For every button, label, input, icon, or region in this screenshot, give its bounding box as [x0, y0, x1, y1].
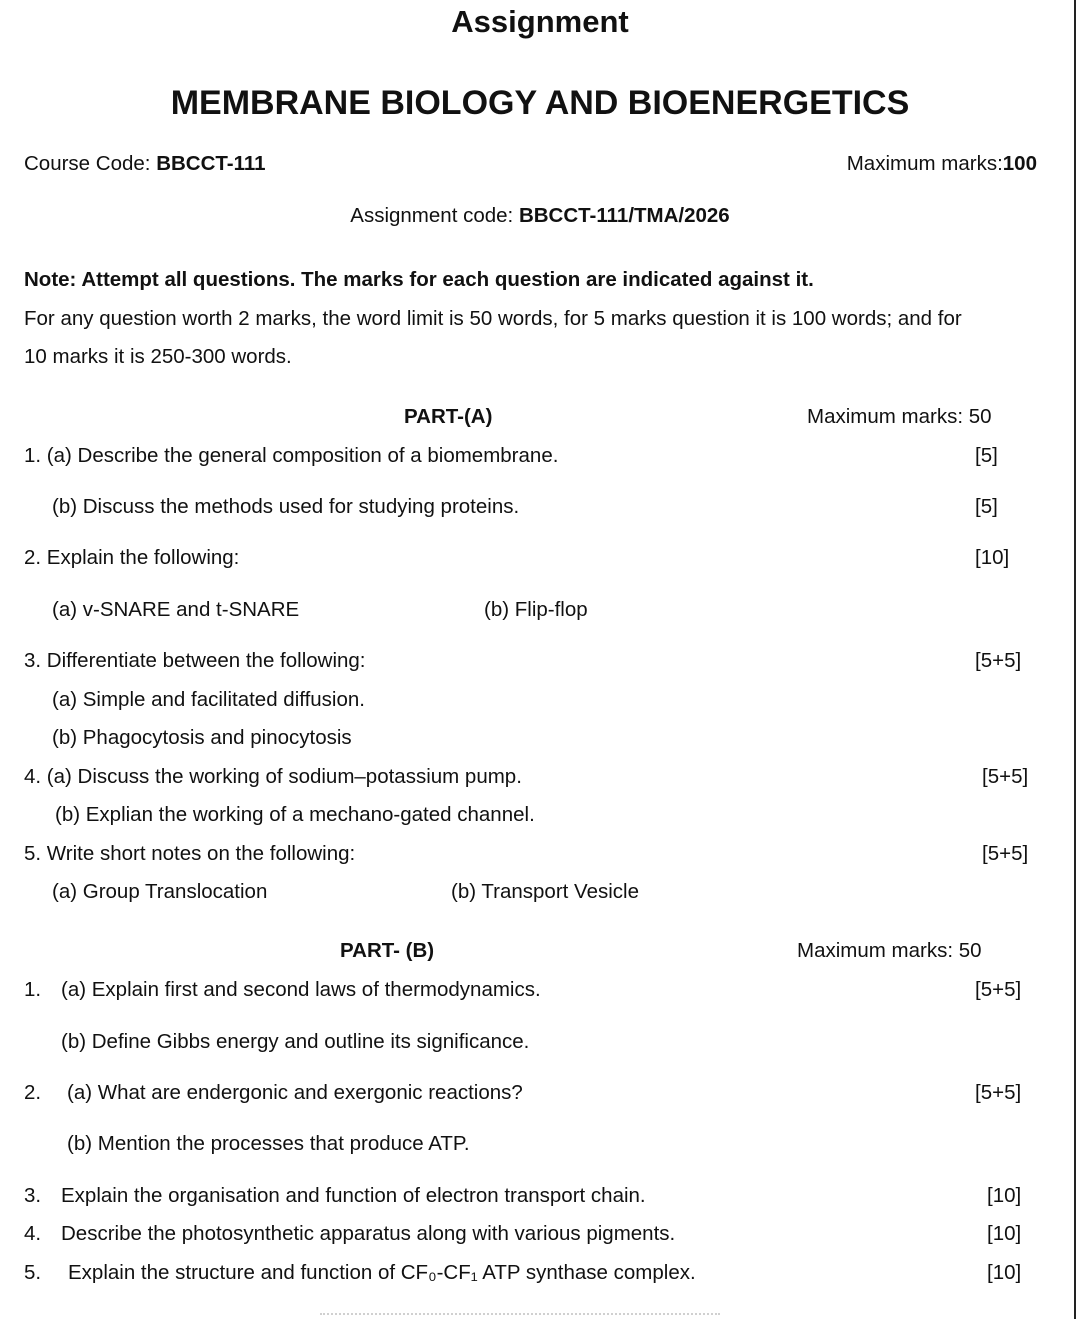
question-a3: 3. Differentiate between the following: — [24, 649, 366, 672]
course-code-label: Course Code: — [24, 152, 157, 175]
marks: [5+5] — [975, 978, 1022, 1001]
marks: [5+5] — [982, 765, 1029, 788]
note-line-2: 10 marks it is 250-300 words. — [24, 345, 292, 368]
marks: [10] — [987, 1222, 1022, 1245]
question-a4b: (b) Explian the working of a mechano-gated channel. — [55, 803, 535, 826]
part-a-heading: PART-(A) — [404, 405, 493, 428]
question-a3a: (a) Simple and facilitated diffusion. — [52, 688, 365, 711]
course-code — [24, 152, 266, 176]
assignment-code-label: Assignment code: — [350, 204, 519, 227]
marks: [10] — [987, 1261, 1022, 1284]
marks: [10] — [975, 546, 1010, 569]
question-a1b: (b) Discuss the methods used for studying proteins. — [52, 495, 520, 518]
marks: [5+5] — [975, 649, 1022, 672]
question-number: 3. — [24, 1184, 42, 1207]
marks: [5] — [975, 444, 998, 467]
question-b2b: (b) Mention the processes that produce ATP. — [67, 1132, 470, 1155]
assignment-code-value: BBCCT-111/TMA/2026 — [518, 204, 730, 227]
question-a5a: (a) Group Translocation — [52, 880, 268, 903]
assignment-code — [0, 204, 1080, 228]
question-number: 5. — [24, 1261, 42, 1284]
maximum-marks — [847, 152, 1037, 176]
question-b3: Explain the organisation and function of electron transport chain. — [61, 1184, 646, 1207]
question-b2a: (a) What are endergonic and exergonic reactions? — [67, 1081, 523, 1104]
note-line-1: For any question worth 2 marks, the word limit is 50 words, for 5 marks question it is 100 words; and for — [24, 307, 962, 330]
question-b4: Describe the photosynthetic apparatus along with various pigments. — [61, 1222, 676, 1245]
footer-dotted-rule — [320, 1313, 720, 1317]
question-b1b: (b) Define Gibbs energy and outline its significance. — [61, 1030, 530, 1053]
question-b5: Explain the structure and function of CF₀-CF₁ ATP synthase complex. — [68, 1261, 696, 1284]
course-code-value: BBCCT-111 — [156, 152, 266, 175]
marks: [10] — [987, 1184, 1022, 1207]
part-b-heading: PART- (B) — [340, 939, 435, 962]
question-a2: 2. Explain the following: — [24, 546, 240, 569]
question-a4a: 4. (a) Discuss the working of sodium–potassium pump. — [24, 765, 522, 788]
page-edge — [1074, 0, 1076, 1319]
part-b-max-marks: Maximum marks: 50 — [797, 939, 982, 962]
marks: [5+5] — [975, 1081, 1022, 1104]
question-number: 1. — [24, 978, 42, 1001]
document-title: Assignment — [451, 4, 629, 39]
note-heading: Note: Attempt all questions. The marks for each question are indicated against it. — [24, 268, 814, 291]
question-number: 4. — [24, 1222, 42, 1245]
question-a3b: (b) Phagocytosis and pinocytosis — [52, 726, 352, 749]
question-number: 2. — [24, 1081, 42, 1104]
question-a5b: (b) Transport Vesicle — [451, 880, 639, 903]
question-b1a: (a) Explain first and second laws of thermodynamics. — [61, 978, 541, 1001]
max-marks-value: 100 — [1002, 152, 1037, 175]
part-a-max-marks: Maximum marks: 50 — [807, 405, 992, 428]
question-a5: 5. Write short notes on the following: — [24, 842, 356, 865]
question-a2b: (b) Flip-flop — [484, 598, 588, 621]
subject-title: MEMBRANE BIOLOGY AND BIOENERGETICS — [170, 84, 910, 122]
marks: [5+5] — [982, 842, 1029, 865]
max-marks-label: Maximum marks: — [846, 152, 1003, 175]
question-a2a: (a) v-SNARE and t-SNARE — [52, 598, 300, 621]
question-a1a: 1. (a) Describe the general composition of a biomembrane. — [24, 444, 559, 467]
marks: [5] — [975, 495, 998, 518]
